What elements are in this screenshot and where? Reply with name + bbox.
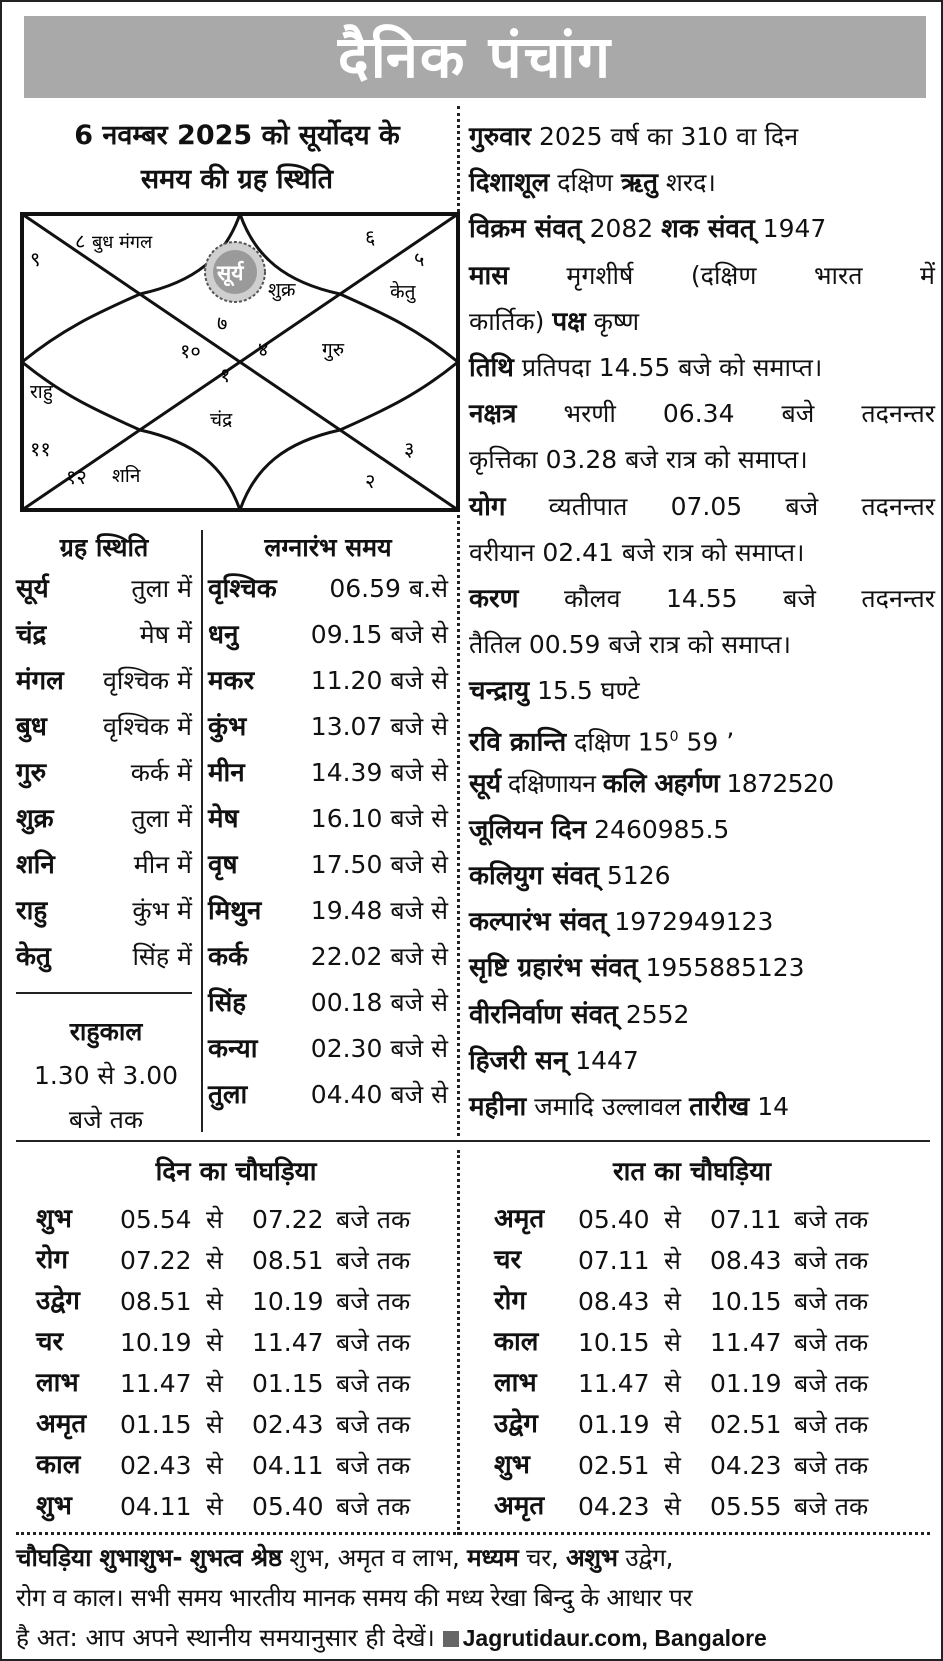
choghadiya-se: से [206,1205,223,1234]
raat-choghadiya-title: रात का चौघड़िया [612,1157,772,1187]
planet-name: राहु [16,896,48,926]
detail-line: विक्रम संवत् 2082 शक संवत् 1947 [469,214,827,245]
lagna-row [208,750,448,796]
choghadiya-to: 04.11 [252,1451,324,1480]
house-number: ६ [365,225,376,249]
lagna-time: 13.07 बजे से [310,712,448,741]
choghadiya-name: अमृत [36,1409,87,1439]
choghadiya-se: से [664,1410,681,1439]
rashi-name: कन्या [208,1034,258,1064]
choghadiya-row [36,1445,456,1486]
choghadiya-row [36,1281,456,1322]
grah-row [16,658,192,704]
choghadiya-from: 02.43 [120,1451,192,1480]
choghadiya-to: 08.43 [710,1246,782,1275]
choghadiya-name: अमृत [494,1204,545,1234]
rashi-name: वृष [208,850,238,880]
rashi-name: मिथुन [208,896,262,926]
detail-line: चन्द्रायु 15.5 घण्टे [469,676,640,707]
choghadiya-to: 07.11 [710,1205,782,1234]
choghadiya-to: 04.23 [710,1451,782,1480]
rashi-name: मकर [208,666,255,696]
detail-line: महीना जमादि उल्लावल तारीख 14 [469,1091,790,1122]
choghadiya-se: से [664,1205,681,1234]
detail-line: हिजरी सन् 1447 [469,1045,639,1076]
planet-sign: मीन में [133,850,192,879]
choghadiya-se: से [206,1410,223,1439]
planet-name: चंद्र [16,620,47,650]
lagna-row [208,842,448,888]
choghadiya-from: 04.11 [120,1492,192,1521]
choghadiya-name: रोग [494,1286,527,1316]
choghadiya-from: 08.43 [578,1287,650,1316]
planet-label: सूर्य [217,261,244,285]
rahukaal-box [16,1010,196,1142]
planet-sign: तुला में [131,574,192,603]
rahukaal-suffix: बजे तक [68,1105,144,1134]
footer-note [16,1538,930,1658]
footer-line: है अत: आप अपने स्थानीय समयानुसार ही देखें। Jagrutidaur.com, Bangalore [16,1623,767,1652]
choghadiya-se: से [206,1492,223,1521]
planet-sign: वृश्चिक में [103,666,192,695]
lagna-time: 17.50 बजे से [310,850,448,879]
rashi-name: सिंह [208,988,247,1018]
choghadiya-to: 10.19 [252,1287,324,1316]
choghadiya-tak: बजे तक [794,1287,869,1316]
grah-row [16,750,192,796]
lagna-time: 16.10 बजे से [310,804,448,833]
rashi-name: कर्क [208,942,248,972]
choghadiya-to: 05.40 [252,1492,324,1521]
house-number: ९ [30,247,41,271]
panchang-details [469,114,935,1130]
choghadiya-name: काल [494,1327,539,1357]
lagna-row [208,1072,448,1118]
choghadiya-tak: बजे तक [336,1410,411,1439]
detail-line: वरीयान 02.41 बजे रात्र को समाप्त। [469,537,805,567]
choghadiya-row [36,1486,456,1527]
choghadiya-row [36,1199,456,1240]
choghadiya-name: शुभ [36,1204,72,1234]
choghadiya-row [494,1199,914,1240]
planet-label: केतु [390,281,416,303]
choghadiya-tak: बजे तक [336,1246,411,1275]
detail-line: मास मृगशीर्ष (दक्षिण भारत में [469,260,935,291]
choghadiya-to: 02.43 [252,1410,324,1439]
lagna-row [208,980,448,1026]
planet-sign: तुला में [131,804,192,833]
planet-sign: मेष में [139,620,192,649]
choghadiya-row [494,1240,914,1281]
choghadiya-se: से [664,1246,681,1275]
choghadiya-to: 02.51 [710,1410,782,1439]
detail-line: जूलियन दिन 2460985.5 [469,814,730,845]
choghadiya-se: से [206,1328,223,1357]
lagna-time: 02.30 बजे से [310,1034,448,1063]
choghadiya-from: 08.51 [120,1287,192,1316]
grah-row [16,796,192,842]
page-title: दैनिक पंचांग [24,16,926,98]
choghadiya-to: 01.19 [710,1369,782,1398]
planet-label: गुरु [322,339,345,361]
choghadiya-name: उद्वेग [494,1409,538,1439]
rashi-name: धनु [208,620,239,650]
detail-line: तिथि प्रतिपदा 14.55 बजे को समाप्त। [469,352,823,383]
choghadiya-se: से [664,1492,681,1521]
grah-row [16,612,192,658]
choghadiya-name: काल [36,1450,81,1480]
detail-line: नक्षत्र भरणी 06.34 बजे तदनन्तर [469,399,935,430]
choghadiya-from: 04.23 [578,1492,650,1521]
planet-name: सूर्य [16,574,49,604]
choghadiya-tak: बजे तक [794,1205,869,1234]
lagna-row [208,934,448,980]
lagna-row [208,612,448,658]
din-choghadiya-title: दिन का चौघड़िया [155,1157,317,1187]
detail-line: सृष्टि ग्रहारंभ संवत् 1955885123 [469,953,805,984]
choghadiya-row [494,1322,914,1363]
detail-line: कल्पारंभ संवत् 1972949123 [469,907,774,938]
house-number: १ [220,363,231,387]
choghadiya-name: चर [494,1245,522,1275]
choghadiya-tak: बजे तक [336,1492,411,1521]
choghadiya-tak: बजे तक [336,1451,411,1480]
rahukaal-time: 1.30 से 3.00 [33,1061,179,1090]
chart-title [16,114,458,202]
choghadiya-from: 07.22 [120,1246,192,1275]
choghadiya-to: 11.47 [710,1328,782,1357]
lagna-row [208,566,448,612]
choghadiya-se: से [664,1369,681,1398]
planet-sign: सिंह में [132,942,192,971]
planet-label: शुक्र [268,279,296,301]
choghadiya-name: शुभ [36,1491,72,1521]
choghadiya-row [36,1404,456,1445]
house-number: ३ [404,437,415,461]
detail-line: गुरुवार 2025 वर्ष का 310 वा दिन [469,122,799,152]
lagna-row [208,658,448,704]
rahukaal-title: राहुकाल [69,1017,143,1046]
grah-sthiti-header: ग्रह स्थिति [59,533,149,562]
divider [457,1150,460,1535]
choghadiya-se: से [206,1246,223,1275]
choghadiya-name: उद्वेग [36,1286,80,1316]
choghadiya-from: 07.11 [578,1246,650,1275]
choghadiya-from: 10.15 [578,1328,650,1357]
choghadiya-tak: बजे तक [794,1451,869,1480]
lagna-time: 11.20 बजे से [310,666,448,695]
grah-row [16,888,192,934]
choghadiya-se: से [664,1451,681,1480]
planet-sign: कुंभ में [132,896,192,925]
lagna-row [208,796,448,842]
planet-label: बुध मंगल [92,232,153,253]
planet-name: शनि [16,850,55,880]
choghadiya-row [494,1445,914,1486]
detail-line: कलियुग संवत् 5126 [469,861,671,891]
detail-line: कृत्तिका 03.28 बजे रात्र को समाप्त। [469,445,808,475]
lagna-row [208,888,448,934]
detail-line: सूर्य दक्षिणायन कलि अहर्गण 1872520 [469,768,834,799]
choghadiya-tak: बजे तक [794,1246,869,1275]
house-number: ८ [75,229,86,253]
lagna-time: 19.48 बजे से [310,896,448,925]
choghadiya-from: 01.19 [578,1410,650,1439]
choghadiya-from: 05.40 [578,1205,650,1234]
kundli-chart [20,212,460,512]
choghadiya-row [36,1363,456,1404]
choghadiya-from: 05.54 [120,1205,192,1234]
choghadiya-row [494,1363,914,1404]
lagna-time: 09.15 बजे से [310,620,448,649]
house-number: ४ [258,337,269,361]
rashi-name: वृश्चिक [208,574,277,604]
choghadiya-tak: बजे तक [336,1205,411,1234]
rashi-name: कुंभ [208,712,247,742]
planet-name: बुध [16,712,47,742]
planet-label: शनि [112,465,141,487]
planet-name: मंगल [16,666,64,696]
choghadiya-se: से [206,1287,223,1316]
choghadiya-se: से [664,1328,681,1357]
chart-title-line: समय की ग्रह स्थिति [140,164,334,195]
choghadiya-to: 08.51 [252,1246,324,1275]
choghadiya-from: 01.15 [120,1410,192,1439]
lagna-time: 06.59 ब.से [329,574,448,603]
grah-row [16,704,192,750]
choghadiya-to: 11.47 [252,1328,324,1357]
brand-link[interactable]: Jagrutidaur.com, Bangalore [462,1625,767,1651]
grah-row [16,934,192,980]
divider [16,1532,930,1535]
square-icon [443,1631,459,1647]
choghadiya-se: से [206,1451,223,1480]
planet-name: गुरु [16,758,47,788]
divider [201,530,203,1132]
rashi-name: मीन [208,758,245,788]
detail-line: करण कौलव 14.55 बजे तदनन्तर [469,583,935,614]
planet-name: केतु [16,942,51,972]
choghadiya-to: 07.22 [252,1205,324,1234]
grah-row [16,842,192,888]
detail-line: दिशाशूल दक्षिण ऋतु शरद। [469,168,716,199]
choghadiya-to: 01.15 [252,1369,324,1398]
choghadiya-tak: बजे तक [336,1369,411,1398]
choghadiya-to: 05.55 [710,1492,782,1521]
lagna-row [208,1026,448,1072]
divider [16,992,192,994]
choghadiya-name: लाभ [36,1368,79,1398]
choghadiya-name: शुभ [494,1450,530,1480]
house-number: २ [365,469,376,493]
house-number: ७ [217,311,228,335]
choghadiya-to: 10.15 [710,1287,782,1316]
choghadiya-from: 10.19 [120,1328,192,1357]
choghadiya-tak: बजे तक [794,1328,869,1357]
choghadiya-tak: बजे तक [336,1328,411,1357]
grah-row [16,566,192,612]
house-number: ११ [30,437,51,461]
footer-line: रोग व काल। सभी समय भारतीय मानक समय की मध्य रेखा बिन्दु के आधार पर [16,1583,693,1612]
planet-sign: कर्क में [130,758,192,787]
choghadiya-se: से [206,1369,223,1398]
choghadiya-se: से [664,1287,681,1316]
choghadiya-tak: बजे तक [794,1410,869,1439]
lagna-time: 04.40 बजे से [310,1080,448,1109]
choghadiya-from: 02.51 [578,1451,650,1480]
house-number: १२ [66,465,87,489]
detail-line: तैतिल 00.59 बजे रात्र को समाप्त। [469,630,791,660]
choghadiya-from: 11.47 [120,1369,192,1398]
choghadiya-from: 11.47 [578,1369,650,1398]
lagna-time: 00.18 बजे से [310,988,448,1017]
choghadiya-row [494,1486,914,1527]
rashi-name: मेष [208,804,239,834]
planet-label: राहु [30,381,53,403]
choghadiya-name: लाभ [494,1368,537,1398]
house-number: ५ [414,247,425,271]
detail-line: कार्तिक) पक्ष कृष्ण [469,306,640,337]
planet-name: शुक्र [16,804,54,834]
choghadiya-tak: बजे तक [794,1492,869,1521]
lagna-time: 22.02 बजे से [310,942,448,971]
footer-line: चौघड़िया शुभाशुभ- शुभत्व श्रेष्ठ शुभ, अमृत व लाभ, मध्यम चर, अशुभ उद्वेग, [16,1543,674,1572]
choghadiya-tak: बजे तक [794,1369,869,1398]
choghadiya-name: रोग [36,1245,69,1275]
choghadiya-row [494,1404,914,1445]
choghadiya-row [494,1281,914,1322]
detail-line: वीरनिर्वाण संवत् 2552 [469,999,690,1030]
choghadiya-name: अमृत [494,1491,545,1521]
detail-line: रवि क्रान्ति दक्षिण $15^0$ 59 ’ [469,727,735,758]
lagna-row [208,704,448,750]
planet-label: चंद्र [210,409,233,431]
choghadiya-row [36,1322,456,1363]
choghadiya-name: चर [36,1327,64,1357]
choghadiya-row [36,1240,456,1281]
house-number: १० [180,339,201,363]
lagna-time: 14.39 बजे से [310,758,448,787]
lagnarambh-header: लग्नारंभ समय [264,533,392,562]
rashi-name: तुला [208,1080,248,1110]
detail-line: योग व्यतीपात 07.05 बजे तदनन्तर [469,491,935,522]
planet-sign: वृश्चिक में [103,712,192,741]
choghadiya-tak: बजे तक [336,1287,411,1316]
chart-title-line: 6 नवम्बर 2025 को सूर्योदय के [74,120,400,151]
